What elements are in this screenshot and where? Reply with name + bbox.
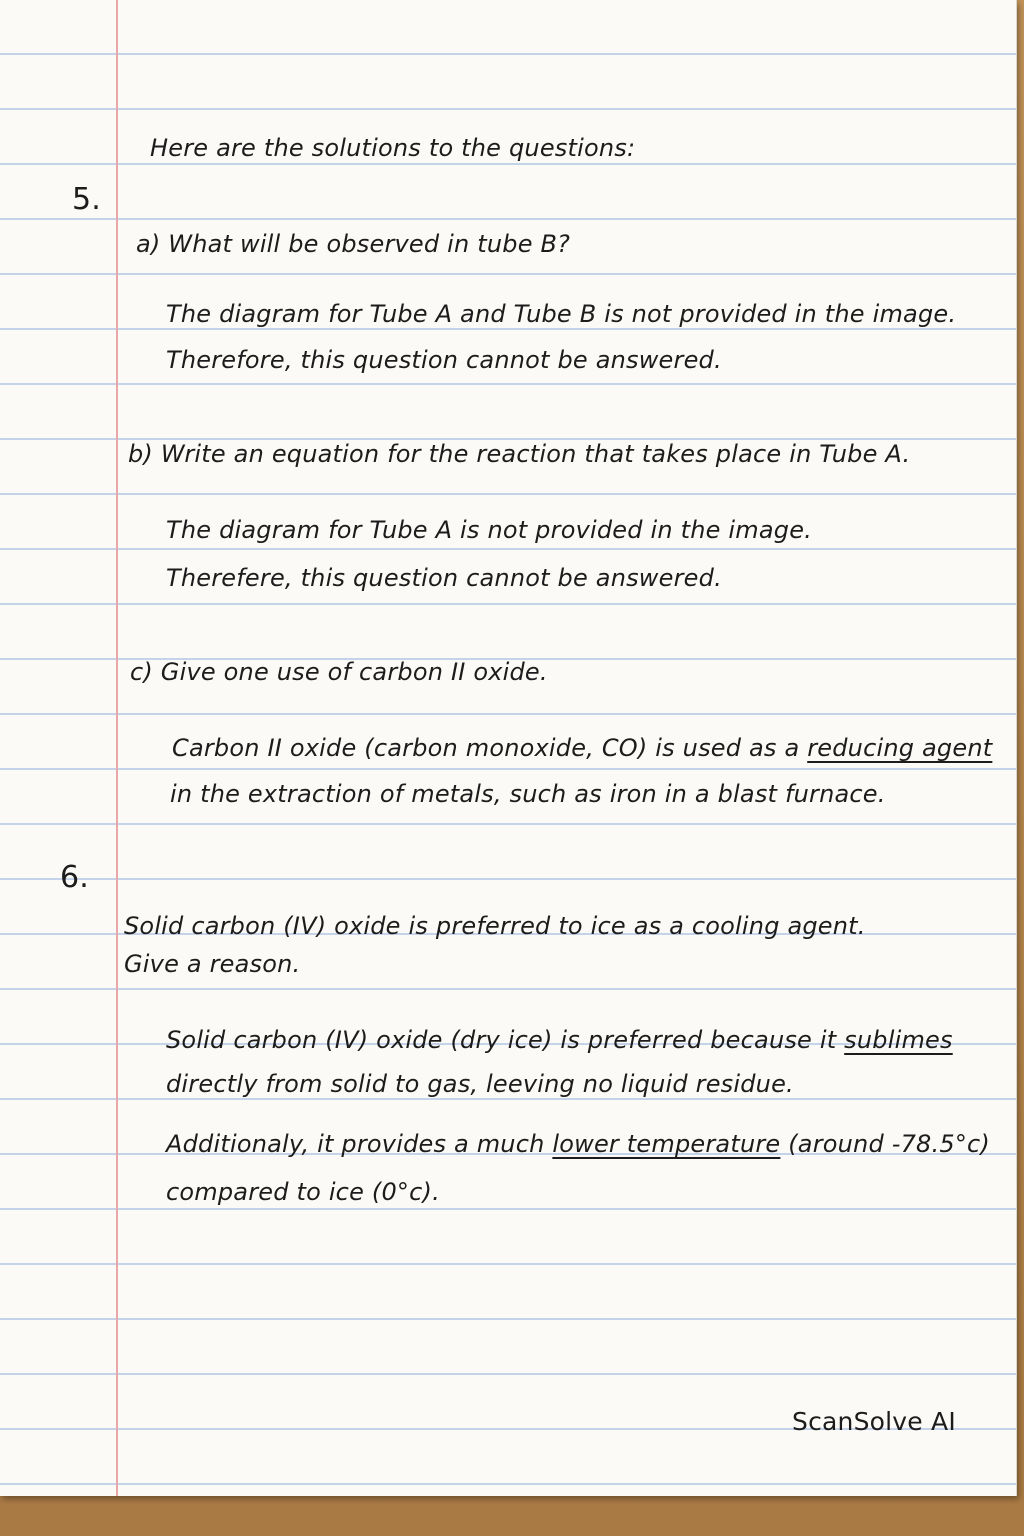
answer-5b-line-1: The diagram for Tube A is not provided in the image. [166, 516, 813, 544]
margin-line [116, 0, 118, 1496]
answer-5b-line-2: Therefere, this question cannot be answered. [166, 564, 722, 592]
intro-text: Here are the solutions to the questions: [150, 134, 636, 162]
signature: ScanSolve AI [792, 1407, 956, 1436]
question-6-line-2: Give a reason. [124, 950, 301, 978]
answer-5c-line-1 [172, 734, 992, 762]
question-5a: a) What will be observed in tube B? [136, 230, 571, 258]
question-6-number: 6. [60, 860, 90, 895]
answer-5c-underlined-term: reducing agent [807, 734, 993, 762]
answer-6-line-1 [166, 1026, 953, 1054]
question-5b: b) Write an equation for the reaction that takes place in Tube A. [128, 440, 911, 468]
answer-5a-line-2: Therefore, this question cannot be answered. [166, 346, 722, 374]
answer-6-line-3 [166, 1130, 990, 1158]
answer-5c-line-2: in the extraction of metals, such as iron in a blast furnace. [170, 780, 886, 808]
answer-6-underlined-term-2: lower temperature [552, 1130, 781, 1158]
question-5-number: 5. [72, 182, 102, 217]
answer-5a-line-1: The diagram for Tube A and Tube B is not provided in the image. [166, 300, 957, 328]
answer-6-line-3-text: Additionaly, it provides a much [166, 1130, 553, 1158]
answer-6-line-2: directly from solid to gas, leeving no liquid residue. [166, 1070, 794, 1098]
answer-5c-line-1-text: Carbon II oxide (carbon monoxide, CO) is used as a [172, 734, 808, 762]
answer-6-line-1-text: Solid carbon (IV) oxide (dry ice) is preferred because it [166, 1026, 845, 1054]
answer-6-line-3-tail: (around -78.5°c) [780, 1130, 990, 1158]
answer-6-underlined-term-1: sublimes [844, 1026, 953, 1054]
question-5c: c) Give one use of carbon II oxide. [130, 658, 548, 686]
question-6-line-1: Solid carbon (IV) oxide is preferred to ice as a cooling agent. [124, 912, 866, 940]
answer-6-line-4: compared to ice (0°c). [166, 1178, 440, 1206]
